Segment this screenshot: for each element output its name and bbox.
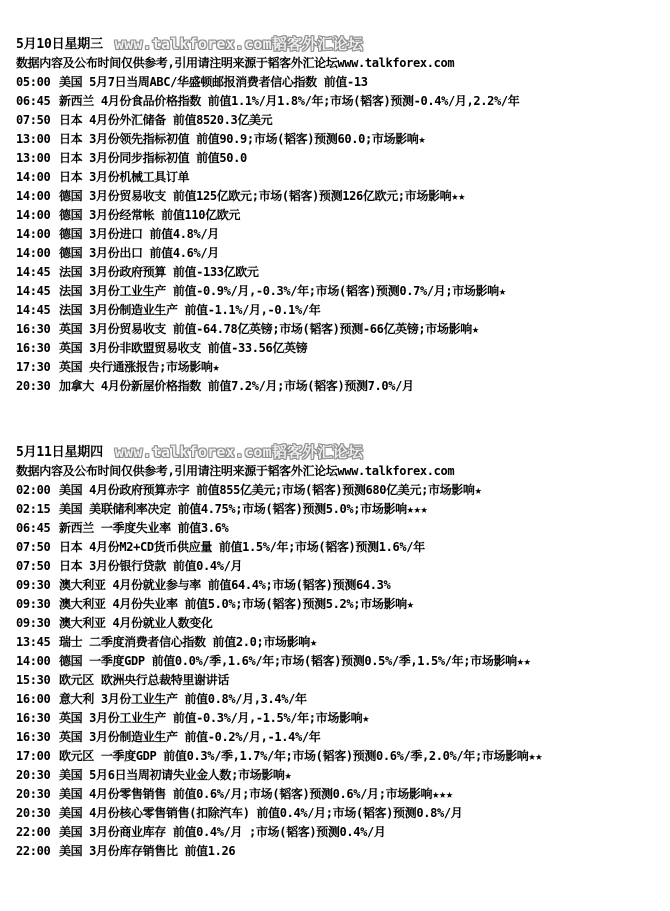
event-time: 09:30 (16, 597, 51, 611)
source-notice: 数据内容及公布时间仅供参考,引用请注明来源于韬客外汇论坛www.talkforex.com (16, 464, 455, 478)
event-text: 新西兰 一季度失业率 前值3.6% (59, 521, 229, 535)
event-text: 美国 美联储利率决定 前值4.75%;市场(韬客)预测5.0%;市场影响★★★ (59, 502, 428, 516)
event-text: 澳大利亚 4月份就业人数变化 (59, 616, 213, 630)
event-text: 英国 3月份贸易收支 前值-64.78亿英镑;市场(韬客)预测-66亿英镑;市场影响★ (59, 322, 479, 336)
date-heading-row (16, 35, 666, 54)
event-row (16, 766, 666, 785)
event-time: 14:00 (16, 208, 51, 222)
event-row (16, 842, 666, 861)
calendar-document (16, 35, 666, 861)
event-time: 20:30 (16, 806, 51, 820)
event-text: 日本 3月份机械工具订单 (59, 170, 190, 184)
event-row (16, 538, 666, 557)
event-text: 美国 5月7日当周ABC/华盛顿邮报消费者信心指数 前值-13 (59, 75, 368, 89)
event-time: 20:30 (16, 379, 51, 393)
event-time: 05:00 (16, 75, 51, 89)
event-time: 16:30 (16, 322, 51, 336)
event-text: 德国 3月份经常帐 前值110亿欧元 (59, 208, 241, 222)
event-text: 新西兰 4月份食品价格指数 前值1.1%/月1.8%/年;市场(韬客)预测-0.4%/月,2.2%/年 (59, 94, 520, 108)
event-row (16, 206, 666, 225)
event-time: 16:30 (16, 711, 51, 725)
event-text: 意大利 3月份工业生产 前值0.8%/月,3.4%/年 (59, 692, 307, 706)
event-time: 17:00 (16, 749, 51, 763)
event-text: 英国 央行通涨报告;市场影响★ (59, 360, 220, 374)
event-text: 英国 3月份非欧盟贸易收支 前值-33.56亿英镑 (59, 341, 308, 355)
event-text: 欧元区 欧洲央行总裁特里谢讲话 (59, 673, 229, 687)
event-row (16, 168, 666, 187)
event-text: 美国 4月份政府预算赤字 前值855亿美元;市场(韬客)预测680亿美元;市场影响★ (59, 483, 482, 497)
event-text: 日本 3月份领先指标初值 前值90.9;市场(韬客)预测60.0;市场影响★ (59, 132, 426, 146)
event-text: 英国 3月份制造业生产 前值-0.2%/月,-1.4%/年 (59, 730, 321, 744)
event-row (16, 633, 666, 652)
event-row (16, 320, 666, 339)
event-time: 22:00 (16, 844, 51, 858)
event-text: 美国 4月份核心零售销售(扣除汽车) 前值0.4%/月;市场(韬客)预测0.8%/月 (59, 806, 463, 820)
event-row (16, 576, 666, 595)
event-text: 日本 3月份同步指标初值 前值50.0 (59, 151, 247, 165)
event-time: 14:45 (16, 284, 51, 298)
event-time: 17:30 (16, 360, 51, 374)
event-row (16, 301, 666, 320)
event-row (16, 130, 666, 149)
event-time: 14:00 (16, 227, 51, 241)
watermark-text: www.talkforex.com韬客外汇论坛 (114, 35, 364, 53)
date-heading-row (16, 443, 666, 462)
event-row (16, 804, 666, 823)
event-row (16, 557, 666, 576)
event-time: 20:30 (16, 787, 51, 801)
event-text: 瑞士 二季度消费者信心指数 前值2.0;市场影响★ (59, 635, 317, 649)
event-row (16, 149, 666, 168)
event-text: 美国 4月份零售销售 前值0.6%/月;市场(韬客)预测0.6%/月;市场影响★★★ (59, 787, 453, 801)
event-time: 09:30 (16, 616, 51, 630)
event-row (16, 747, 666, 766)
event-time: 02:00 (16, 483, 51, 497)
event-time: 07:50 (16, 540, 51, 554)
event-time: 14:00 (16, 246, 51, 260)
source-notice: 数据内容及公布时间仅供参考,引用请注明来源于韬客外汇论坛www.talkforex.com (16, 56, 455, 70)
event-text: 澳大利亚 4月份失业率 前值5.0%;市场(韬客)预测5.2%;市场影响★ (59, 597, 414, 611)
event-text: 日本 4月份M2+CD货币供应量 前值1.5%/年;市场(韬客)预测1.6%/年 (59, 540, 425, 554)
event-row (16, 263, 666, 282)
watermark-text: www.talkforex.com韬客外汇论坛 (114, 443, 364, 461)
event-text: 德国 3月份贸易收支 前值125亿欧元;市场(韬客)预测126亿欧元;市场影响★★ (59, 189, 466, 203)
event-row (16, 500, 666, 519)
day-section-may-10 (16, 35, 666, 396)
event-time: 07:50 (16, 559, 51, 573)
event-text: 法国 3月份工业生产 前值-0.9%/月,-0.3%/年;市场(韬客)预测0.7%/月;市场影响★ (59, 284, 506, 298)
event-text: 美国 5月6日当周初请失业金人数;市场影响★ (59, 768, 292, 782)
event-row (16, 244, 666, 263)
event-row (16, 187, 666, 206)
event-row (16, 614, 666, 633)
event-time: 16:30 (16, 341, 51, 355)
event-time: 07:50 (16, 113, 51, 127)
event-text: 美国 3月份商业库存 前值0.4%/月 ;市场(韬客)预测0.4%/月 (59, 825, 386, 839)
event-text: 澳大利亚 4月份就业参与率 前值64.4%;市场(韬客)预测64.3% (59, 578, 391, 592)
event-row (16, 73, 666, 92)
event-row (16, 92, 666, 111)
event-text: 法国 3月份制造业生产 前值-1.1%/月,-0.1%/年 (59, 303, 321, 317)
event-time: 13:00 (16, 151, 51, 165)
event-time: 13:00 (16, 132, 51, 146)
event-time: 16:30 (16, 730, 51, 744)
event-time: 06:45 (16, 521, 51, 535)
event-row (16, 709, 666, 728)
event-row (16, 481, 666, 500)
event-row (16, 111, 666, 130)
event-row (16, 785, 666, 804)
event-row (16, 519, 666, 538)
date-label: 5月11日星期四 (16, 445, 103, 460)
event-text: 日本 4月份外汇储备 前值8520.3亿美元 (59, 113, 273, 127)
event-row (16, 652, 666, 671)
event-row (16, 690, 666, 709)
event-text: 欧元区 一季度GDP 前值0.3%/季,1.7%/年;市场(韬客)预测0.6%/季,2.0%/年;市场影响★★ (59, 749, 543, 763)
event-row (16, 377, 666, 396)
event-text: 德国 3月份出口 前值4.6%/月 (59, 246, 219, 260)
event-text: 美国 3月份库存销售比 前值1.26 (59, 844, 236, 858)
event-time: 20:30 (16, 768, 51, 782)
event-row (16, 823, 666, 842)
event-time: 14:00 (16, 170, 51, 184)
event-row (16, 339, 666, 358)
event-row (16, 358, 666, 377)
event-time: 15:30 (16, 673, 51, 687)
event-time: 14:45 (16, 265, 51, 279)
event-row (16, 282, 666, 301)
event-time: 14:45 (16, 303, 51, 317)
event-text: 德国 一季度GDP 前值0.0%/季,1.6%/年;市场(韬客)预测0.5%/季,1.5%/年;市场影响★★ (59, 654, 531, 668)
event-row (16, 728, 666, 747)
event-time: 06:45 (16, 94, 51, 108)
event-row (16, 225, 666, 244)
date-label: 5月10日星期三 (16, 37, 103, 52)
event-time: 09:30 (16, 578, 51, 592)
event-time: 13:45 (16, 635, 51, 649)
event-row (16, 595, 666, 614)
event-text: 加拿大 4月份新屋价格指数 前值7.2%/月;市场(韬客)预测7.0%/月 (59, 379, 414, 393)
event-text: 日本 3月份银行贷款 前值0.4%/月 (59, 559, 243, 573)
event-text: 英国 3月份工业生产 前值-0.3%/月,-1.5%/年;市场影响★ (59, 711, 370, 725)
event-text: 法国 3月份政府预算 前值-133亿欧元 (59, 265, 259, 279)
day-section-may-11 (16, 443, 666, 861)
event-time: 14:00 (16, 189, 51, 203)
event-time: 02:15 (16, 502, 51, 516)
event-text: 德国 3月份进口 前值4.8%/月 (59, 227, 219, 241)
event-time: 22:00 (16, 825, 51, 839)
event-time: 14:00 (16, 654, 51, 668)
event-row (16, 671, 666, 690)
event-time: 16:00 (16, 692, 51, 706)
